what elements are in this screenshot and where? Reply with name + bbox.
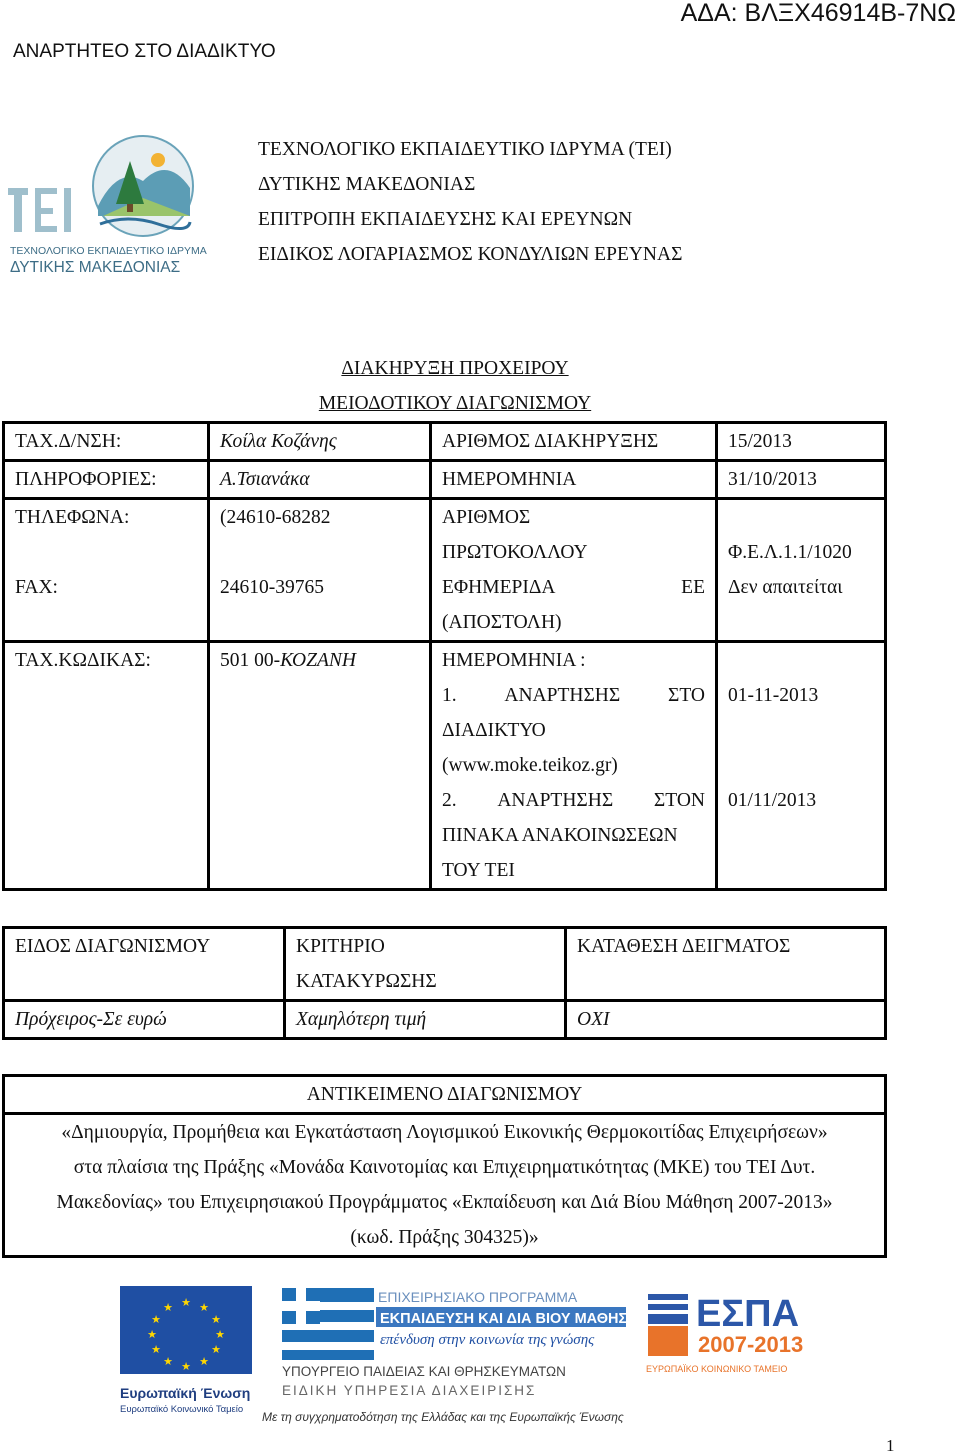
address-label: ΤΑΧ.Δ/ΝΣΗ: bbox=[4, 423, 209, 461]
espa-years: 2007-2013 bbox=[698, 1332, 804, 1357]
dates-word: ΑΝΑΡΤΗΣΗΣ bbox=[504, 685, 621, 706]
svg-text:★: ★ bbox=[215, 1328, 225, 1341]
dates-word: 2. bbox=[442, 790, 457, 811]
op-name: ΕΚΠΑΙΔΕΥΣΗ ΚΑΙ ΔΙΑ ΒΙΟΥ ΜΑΘΗΣΗ bbox=[380, 1311, 638, 1327]
fax-label: FAX: bbox=[4, 570, 209, 642]
op-title: ΕΠΙΧΕΙΡΗΣΙΑΚΟ ΠΡΟΓΡΑΜΜΑ bbox=[378, 1289, 578, 1305]
posting-dates-label bbox=[431, 642, 717, 890]
journal-value: Δεν απαιτείται bbox=[717, 570, 886, 642]
postal-code: 501 00- bbox=[220, 650, 281, 671]
fax-value: 24610-39765 bbox=[209, 570, 431, 642]
posting-dates-values bbox=[717, 642, 886, 890]
protocol-label-line: ΠΡΩΤΟΚΟΛΛΟΥ bbox=[442, 542, 588, 563]
institution-block bbox=[258, 132, 682, 272]
espa-logo bbox=[646, 1293, 803, 1374]
eu-sublabel: Ευρωπαϊκό Κοινωνικό Ταμείο bbox=[120, 1404, 244, 1415]
postal-city: ΚΟΖΑΝΗ bbox=[280, 650, 356, 671]
svg-text:★: ★ bbox=[151, 1313, 161, 1326]
tender-type-value: Πρόχειρος-Σε ευρώ bbox=[4, 1001, 285, 1039]
posting-date-web: 01-11-2013 bbox=[728, 685, 819, 706]
protocol-value-cell bbox=[717, 499, 886, 571]
dates-word: ΑΝΑΡΤΗΣΗΣ bbox=[497, 790, 614, 811]
eu-logo bbox=[120, 1286, 252, 1415]
journal-label-line bbox=[442, 570, 715, 605]
declaration-number-value: 15/2013 bbox=[717, 423, 886, 461]
table-row bbox=[4, 642, 886, 890]
sample-deposit-label: ΚΑΤΑΘΕΣΗ ΔΕΙΓΜΑΤΟΣ bbox=[566, 928, 886, 1001]
dates-word: ΣΤΟΝ bbox=[653, 790, 705, 811]
posting-date-board: 01/11/2013 bbox=[728, 790, 817, 811]
op-slogan: επένδυση στην κοινωνία της γνώσης bbox=[380, 1332, 595, 1348]
tei-logo bbox=[8, 126, 208, 281]
svg-text:★: ★ bbox=[181, 1360, 191, 1373]
svg-text:★: ★ bbox=[163, 1355, 173, 1368]
declaration-number-label: ΑΡΙΘΜΟΣ ΔΙΑΚΗΡΥΞΗΣ bbox=[431, 423, 717, 461]
award-criterion-value: Χαμηλότερη τιμή bbox=[285, 1001, 566, 1039]
cofunding-note: Με τη συγχρηματοδότηση της Ελλάδας και της Ευρωπαϊκής Ένωσης bbox=[262, 1410, 624, 1424]
dates-label-line: ΗΜΕΡΟΜΗΝΙΑ : bbox=[442, 650, 586, 671]
table-row bbox=[4, 1076, 886, 1114]
subject-heading: ΑΝΤΙΚΕΙΜΕΝΟ ΔΙΑΓΩΝΙΣΜΟΥ bbox=[4, 1076, 886, 1114]
address-value: Κοίλα Κοζάνης bbox=[209, 423, 431, 461]
date-value: 31/10/2013 bbox=[717, 461, 886, 499]
espa-sublabel: ΕΥΡΩΠΑΪΚΟ ΚΟΙΝΩΝΙΚΟ ΤΑΜΕΙΟ bbox=[646, 1364, 788, 1374]
dates-label-line: ΤΟΥ ΤΕΙ bbox=[442, 860, 515, 881]
subject-line: Μακεδονίας» του Επιχειρησιακού Προγράμματος «Εκπαίδευση και Διά Βίου Μάθηση 2007-2013» bbox=[56, 1192, 833, 1213]
funding-logos bbox=[0, 1282, 960, 1432]
managing-authority: ΕΙΔΙΚΗ ΥΠΗΡΕΣΙΑ ΔΙΑΧΕΙΡΙΣΗΣ bbox=[282, 1383, 537, 1398]
table-row bbox=[4, 461, 886, 499]
eu-label: Ευρωπαϊκή Ένωση bbox=[120, 1385, 251, 1401]
protocol-label-line: ΑΡΙΘΜΟΣ bbox=[442, 507, 531, 528]
journal-label bbox=[431, 570, 717, 642]
subject-text bbox=[4, 1114, 886, 1257]
svg-text:★: ★ bbox=[211, 1343, 221, 1356]
posting-note: ΑΝΑΡΤΗΤΕΟ ΣΤΟ ΔΙΑΔΙΚΤΥΟ bbox=[13, 41, 276, 62]
logo-line1: ΤΕΧΝΟΛΟΓΙΚΟ ΕΚΠΑΙΔΕΥΤΙΚΟ ΙΔΡΥΜΑ bbox=[10, 245, 207, 257]
table-row bbox=[4, 499, 886, 571]
subject-table bbox=[2, 1074, 887, 1258]
svg-text:★: ★ bbox=[199, 1355, 209, 1368]
subject-line: «Δημιουργία, Προμήθεια και Εγκατάσταση Λογισμικού Εικονικής Θερμοκοιτίδας Επιχειρήσεων» bbox=[61, 1122, 828, 1143]
journal-label-word: ΕΦΗΜΕΡΙΔΑ bbox=[442, 577, 556, 598]
postal-label: ΤΑΧ.ΚΩΔΙΚΑΣ: bbox=[4, 642, 209, 890]
info-value: Α.Τσιανάκα bbox=[209, 461, 431, 499]
subject-line: στα πλαίσια της Πράξης «Μονάδα Καινοτομίας και Επιχειρηματικότητας (ΜΚΕ) του ΤΕΙ Δυτ. bbox=[73, 1157, 816, 1178]
dates-label-line: ΠΙΝΑΚΑ ΑΝΑΚΟΙΝΩΣΕΩΝ bbox=[442, 825, 678, 846]
svg-text:★: ★ bbox=[163, 1301, 173, 1314]
protocol-value: Φ.Ε.Λ.1.1/1020 bbox=[728, 542, 852, 563]
sample-deposit-value: ΟΧΙ bbox=[566, 1001, 886, 1039]
page-number: 1 bbox=[886, 1436, 895, 1455]
phone-value: (24610-68282 bbox=[209, 499, 431, 571]
table-row bbox=[4, 570, 886, 642]
award-criterion-label bbox=[285, 928, 566, 1001]
tender-table bbox=[2, 926, 887, 1040]
info-label: ΠΛΗΡΟΦΟΡΙΕΣ: bbox=[4, 461, 209, 499]
svg-text:★: ★ bbox=[147, 1328, 157, 1341]
ministry-name: ΥΠΟΥΡΓΕΙΟ ΠΑΙΔΕΙΑΣ ΚΑΙ ΘΡΗΣΚΕΥΜΑΤΩΝ bbox=[282, 1364, 566, 1379]
table-row bbox=[4, 1114, 886, 1257]
svg-text:★: ★ bbox=[181, 1296, 191, 1309]
espa-title: ΕΣΠΑ bbox=[696, 1293, 800, 1335]
journal-label-line: (ΑΠΟΣΤΟΛΗ) bbox=[442, 612, 562, 633]
journal-label-word: ΕΕ bbox=[681, 577, 705, 598]
info-table bbox=[2, 421, 887, 891]
institution-line: ΤΕΧΝΟΛΟΓΙΚΟ ΕΚΠΑΙΔΕΥΤΙΚΟ ΙΔΡΥΜΑ (ΤΕΙ) bbox=[258, 139, 672, 160]
operational-programme-logo bbox=[262, 1288, 638, 1424]
dates-label-line bbox=[442, 678, 715, 713]
institution-line: ΕΠΙΤΡΟΠΗ ΕΚΠΑΙΔΕΥΣΗΣ ΚΑΙ ΕΡΕΥΝΩΝ bbox=[258, 209, 633, 230]
award-criterion-label-line: ΚΑΤΑΚΥΡΩΣΗΣ bbox=[296, 971, 437, 992]
dates-label-line bbox=[442, 783, 715, 818]
protocol-label bbox=[431, 499, 717, 571]
postal-value bbox=[209, 642, 431, 890]
dates-word: ΣΤΟ bbox=[668, 685, 705, 706]
document-title-line: ΔΙΑΚΗΡΥΞΗ ΠΡΟΧΕΙΡΟΥ bbox=[341, 358, 569, 379]
table-row bbox=[4, 928, 886, 1001]
svg-text:★: ★ bbox=[151, 1343, 161, 1356]
document-title bbox=[0, 351, 910, 421]
ada-code: ΑΔΑ: ΒΛΞΧ46914Β-7ΝΩ bbox=[680, 0, 956, 27]
dates-label-line: (www.moke.teikoz.gr) bbox=[442, 755, 618, 776]
document-title-line: ΜΕΙΟΔΟΤΙΚΟΥ ΔΙΑΓΩΝΙΣΜΟΥ bbox=[318, 393, 592, 414]
logo-line2: ΔΥΤΙΚΗΣ ΜΑΚΕΔΟΝΙΑΣ bbox=[10, 259, 181, 276]
tender-type-label: ΕΙΔΟΣ ΔΙΑΓΩΝΙΣΜΟΥ bbox=[4, 928, 285, 1001]
table-row bbox=[4, 423, 886, 461]
svg-text:★: ★ bbox=[211, 1313, 221, 1326]
dates-label-line: ΔΙΑΔΙΚΤΥΟ bbox=[442, 720, 546, 741]
phone-label: ΤΗΛΕΦΩΝΑ: bbox=[4, 499, 209, 571]
subject-line: (κωδ. Πράξης 304325)» bbox=[350, 1227, 539, 1248]
dates-word: 1. bbox=[442, 685, 457, 706]
institution-line: ΕΙΔΙΚΟΣ ΛΟΓΑΡΙΑΣΜΟΣ ΚΟΝΔΥΛΙΩΝ ΕΡΕΥΝΑΣ bbox=[258, 244, 683, 265]
date-label: ΗΜΕΡΟΜΗΝΙΑ bbox=[431, 461, 717, 499]
institution-line: ΔΥΤΙΚΗΣ ΜΑΚΕΔΟΝΙΑΣ bbox=[258, 174, 476, 195]
table-row bbox=[4, 1001, 886, 1039]
award-criterion-label-line: ΚΡΙΤΗΡΙΟ bbox=[296, 936, 385, 957]
svg-text:★: ★ bbox=[199, 1301, 209, 1314]
